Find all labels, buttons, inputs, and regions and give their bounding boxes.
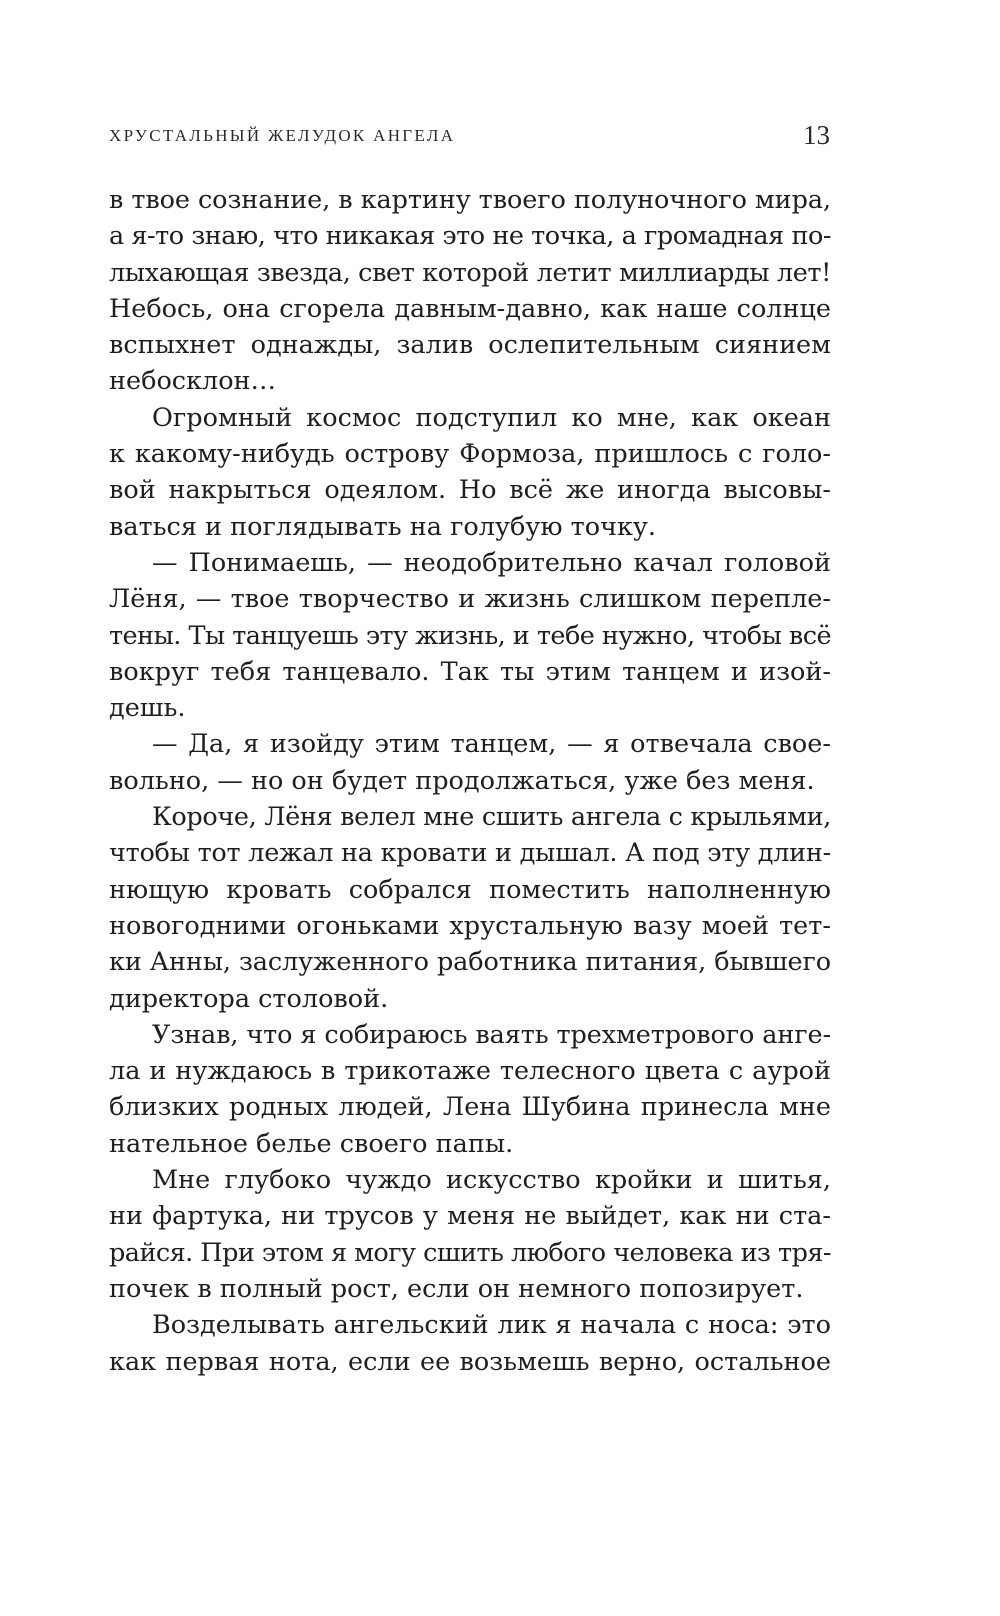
text-line: в твое сознание, в картину твоего полуночного мира, — [109, 185, 831, 215]
text-line: директора столовой. — [109, 983, 389, 1014]
text-line: Небось, она сгорела давным-давно, как наше солнце — [109, 293, 831, 324]
text-line: чтобы тот лежал на кровати и дышал. А под эту длин- — [109, 838, 831, 869]
text-line: вой накрыться одеялом. Но всё же иногда высовы- — [109, 475, 831, 506]
text-line: Мне глубоко чуждо искусство кройки и шитья, — [152, 1165, 831, 1196]
text-line: а я-то знаю, что никакая это не точка, а громадная по- — [109, 221, 831, 252]
text-line: близких родных людей, Лена Шубина принесла мне — [109, 1092, 831, 1123]
text-line: Огромный космос подступил ко мне, как океан — [152, 402, 831, 433]
text-line: дешь. — [109, 693, 186, 724]
text-line: к какому-нибудь острову Формоза, пришлось с голо- — [109, 439, 831, 470]
text-line: небосклон… — [109, 366, 277, 397]
page-number: 13 — [803, 120, 830, 150]
text-line: — Понимаешь, — неодобрительно качал головой — [152, 547, 831, 578]
running-title: ХРУСТАЛЬНЫЙ ЖЕЛУДОК АНГЕЛА — [109, 126, 456, 145]
text-line: как первая нота, если ее возьмешь верно, остальное — [109, 1346, 831, 1377]
text-line: Короче, Лёня велел мне сшить ангела с крыльями, — [152, 802, 831, 833]
body-text — [109, 182, 831, 1380]
text-line: ваться и поглядывать на голубую точку. — [109, 511, 657, 542]
text-line: Лёня, — твое творчество и жизнь слишком перепле- — [109, 584, 831, 615]
text-line: нющую кровать собрался поместить наполненную — [109, 874, 831, 905]
text-line: райся. При этом я могу сшить любого человека из тря- — [109, 1237, 831, 1268]
text-line: вокруг тебя танцевало. Так ты этим танцем и изой- — [109, 656, 831, 687]
text-line: почек в полный рост, если он немного попозирует. — [109, 1273, 804, 1304]
text-line: вольно, — но он будет продолжаться, уже без меня. — [109, 765, 815, 796]
text-line: ла и нуждаюсь в трикотаже телесного цвета с аурой — [109, 1056, 831, 1087]
text-line: ки Анны, заслуженного работника питания, бывшего — [109, 947, 831, 978]
text-line: лыхающая звезда, свет которой летит миллиарды лет! — [109, 257, 831, 288]
text-line: ни фартука, ни трусов у меня не выйдет, как ни ста- — [109, 1201, 831, 1232]
text-line: Возделывать ангельский лик я начала с носа: это — [152, 1310, 831, 1341]
text-line: Узнав, что я собираюсь ваять трехметрового анге- — [152, 1019, 831, 1050]
text-line: новогодними огоньками хрустальную вазу моей тет- — [109, 910, 831, 941]
text-line: нательное белье своего папы. — [109, 1128, 514, 1159]
text-line: вспыхнет однажды, залив ослепительным сиянием — [109, 330, 831, 361]
text-line: тены. Ты танцуешь эту жизнь, и тебе нужно, чтобы всё — [109, 620, 831, 651]
text-line: — Да, я изойду этим танцем, — я отвечала свое- — [152, 729, 831, 760]
